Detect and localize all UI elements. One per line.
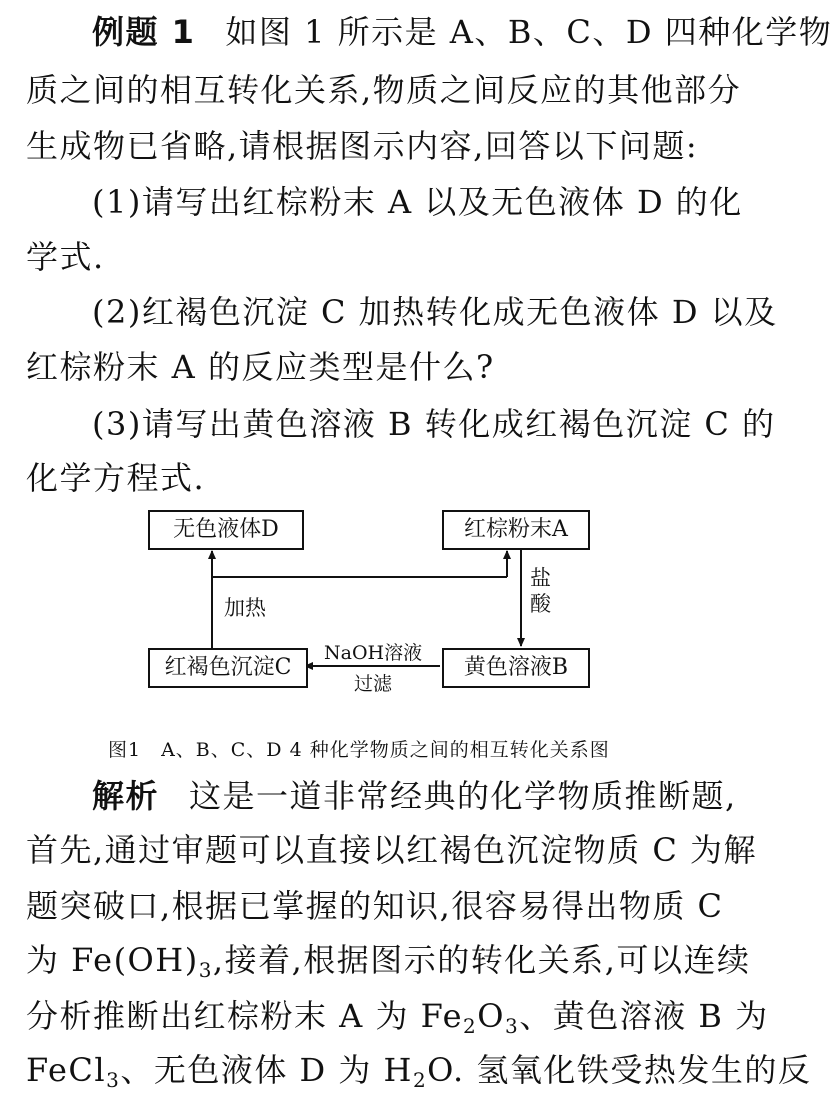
analysis-line-6-sub-1: 3	[106, 1068, 121, 1092]
analysis-line-6-b: 、无色液体 D 为 H	[120, 1051, 413, 1089]
analysis-line-5-c: 、黄色溶液 B 为	[519, 997, 769, 1035]
figure-caption: 图1 A、B、C、D 4 种化学物质之间的相互转化关系图	[108, 739, 610, 761]
question-1-line-2: 学式.	[26, 238, 105, 276]
box-yellow-solution-b: 黄色溶液B	[442, 648, 590, 688]
analysis-line-6-c: O. 氢氧化铁受热发生的反	[427, 1051, 812, 1089]
box-colorless-liquid-d: 无色液体D	[148, 510, 304, 550]
question-2-line-1: (2)红褐色沉淀 C 加热转化成无色液体 D 以及	[92, 293, 778, 331]
analysis-line-4-sub: 3	[198, 958, 213, 982]
problem-first-line	[92, 12, 832, 52]
question-2-line-2: 红棕粉末 A 的反应类型是什么?	[26, 348, 495, 386]
question-3-line-2: 化学方程式.	[26, 459, 206, 497]
analysis-line-6-a: FeCl	[26, 1051, 107, 1089]
label-heat: 加热	[224, 596, 266, 620]
analysis-first-line	[92, 776, 737, 816]
question-3-line-1: (3)请写出黄色溶液 B 转化成红褐色沉淀 C 的	[92, 405, 776, 443]
analysis-line-5	[26, 996, 769, 1046]
box-red-brown-powder-a: 红棕粉末A	[442, 510, 590, 550]
problem-heading: 例题 1	[92, 13, 196, 51]
analysis-line-1: 这是一道非常经典的化学物质推断题,	[189, 777, 737, 815]
analysis-line-3: 题突破口,根据已掌握的知识,很容易得出物质 C	[26, 887, 724, 925]
label-acid-1: 盐	[530, 566, 551, 590]
analysis-line-5-sub-1: 2	[463, 1014, 478, 1038]
box-red-brown-precipitate-c: 红褐色沉淀C	[148, 648, 308, 688]
label-acid-2: 酸	[530, 592, 551, 616]
analysis-line-5-a: 分析推断出红棕粉末 A 为 Fe	[26, 997, 464, 1035]
problem-intro-1: 如图 1 所示是 A、B、C、D 四种化学物	[225, 13, 832, 51]
problem-intro-3: 生成物已省略,请根据图示内容,回答以下问题:	[26, 127, 699, 165]
problem-intro-2: 质之间的相互转化关系,物质之间反应的其他部分	[26, 71, 742, 109]
analysis-line-4-b: ,接着,根据图示的转化关系,可以连续	[212, 941, 751, 979]
analysis-line-4	[26, 940, 751, 990]
analysis-line-5-sub-2: 3	[505, 1014, 520, 1038]
analysis-line-5-b: O	[477, 997, 505, 1035]
analysis-line-6	[26, 1050, 812, 1100]
label-naoh-solution: NaOH溶液	[324, 642, 423, 664]
label-filter: 过滤	[354, 673, 393, 695]
analysis-line-6-sub-2: 2	[412, 1068, 428, 1092]
analysis-line-2: 首先,通过审题可以直接以红褐色沉淀物质 C 为解	[26, 831, 758, 869]
question-1-line-1: (1)请写出红棕粉末 A 以及无色液体 D 的化	[92, 183, 743, 221]
analysis-line-4-a: 为 Fe(OH)	[26, 941, 199, 979]
analysis-heading: 解析	[92, 777, 160, 815]
